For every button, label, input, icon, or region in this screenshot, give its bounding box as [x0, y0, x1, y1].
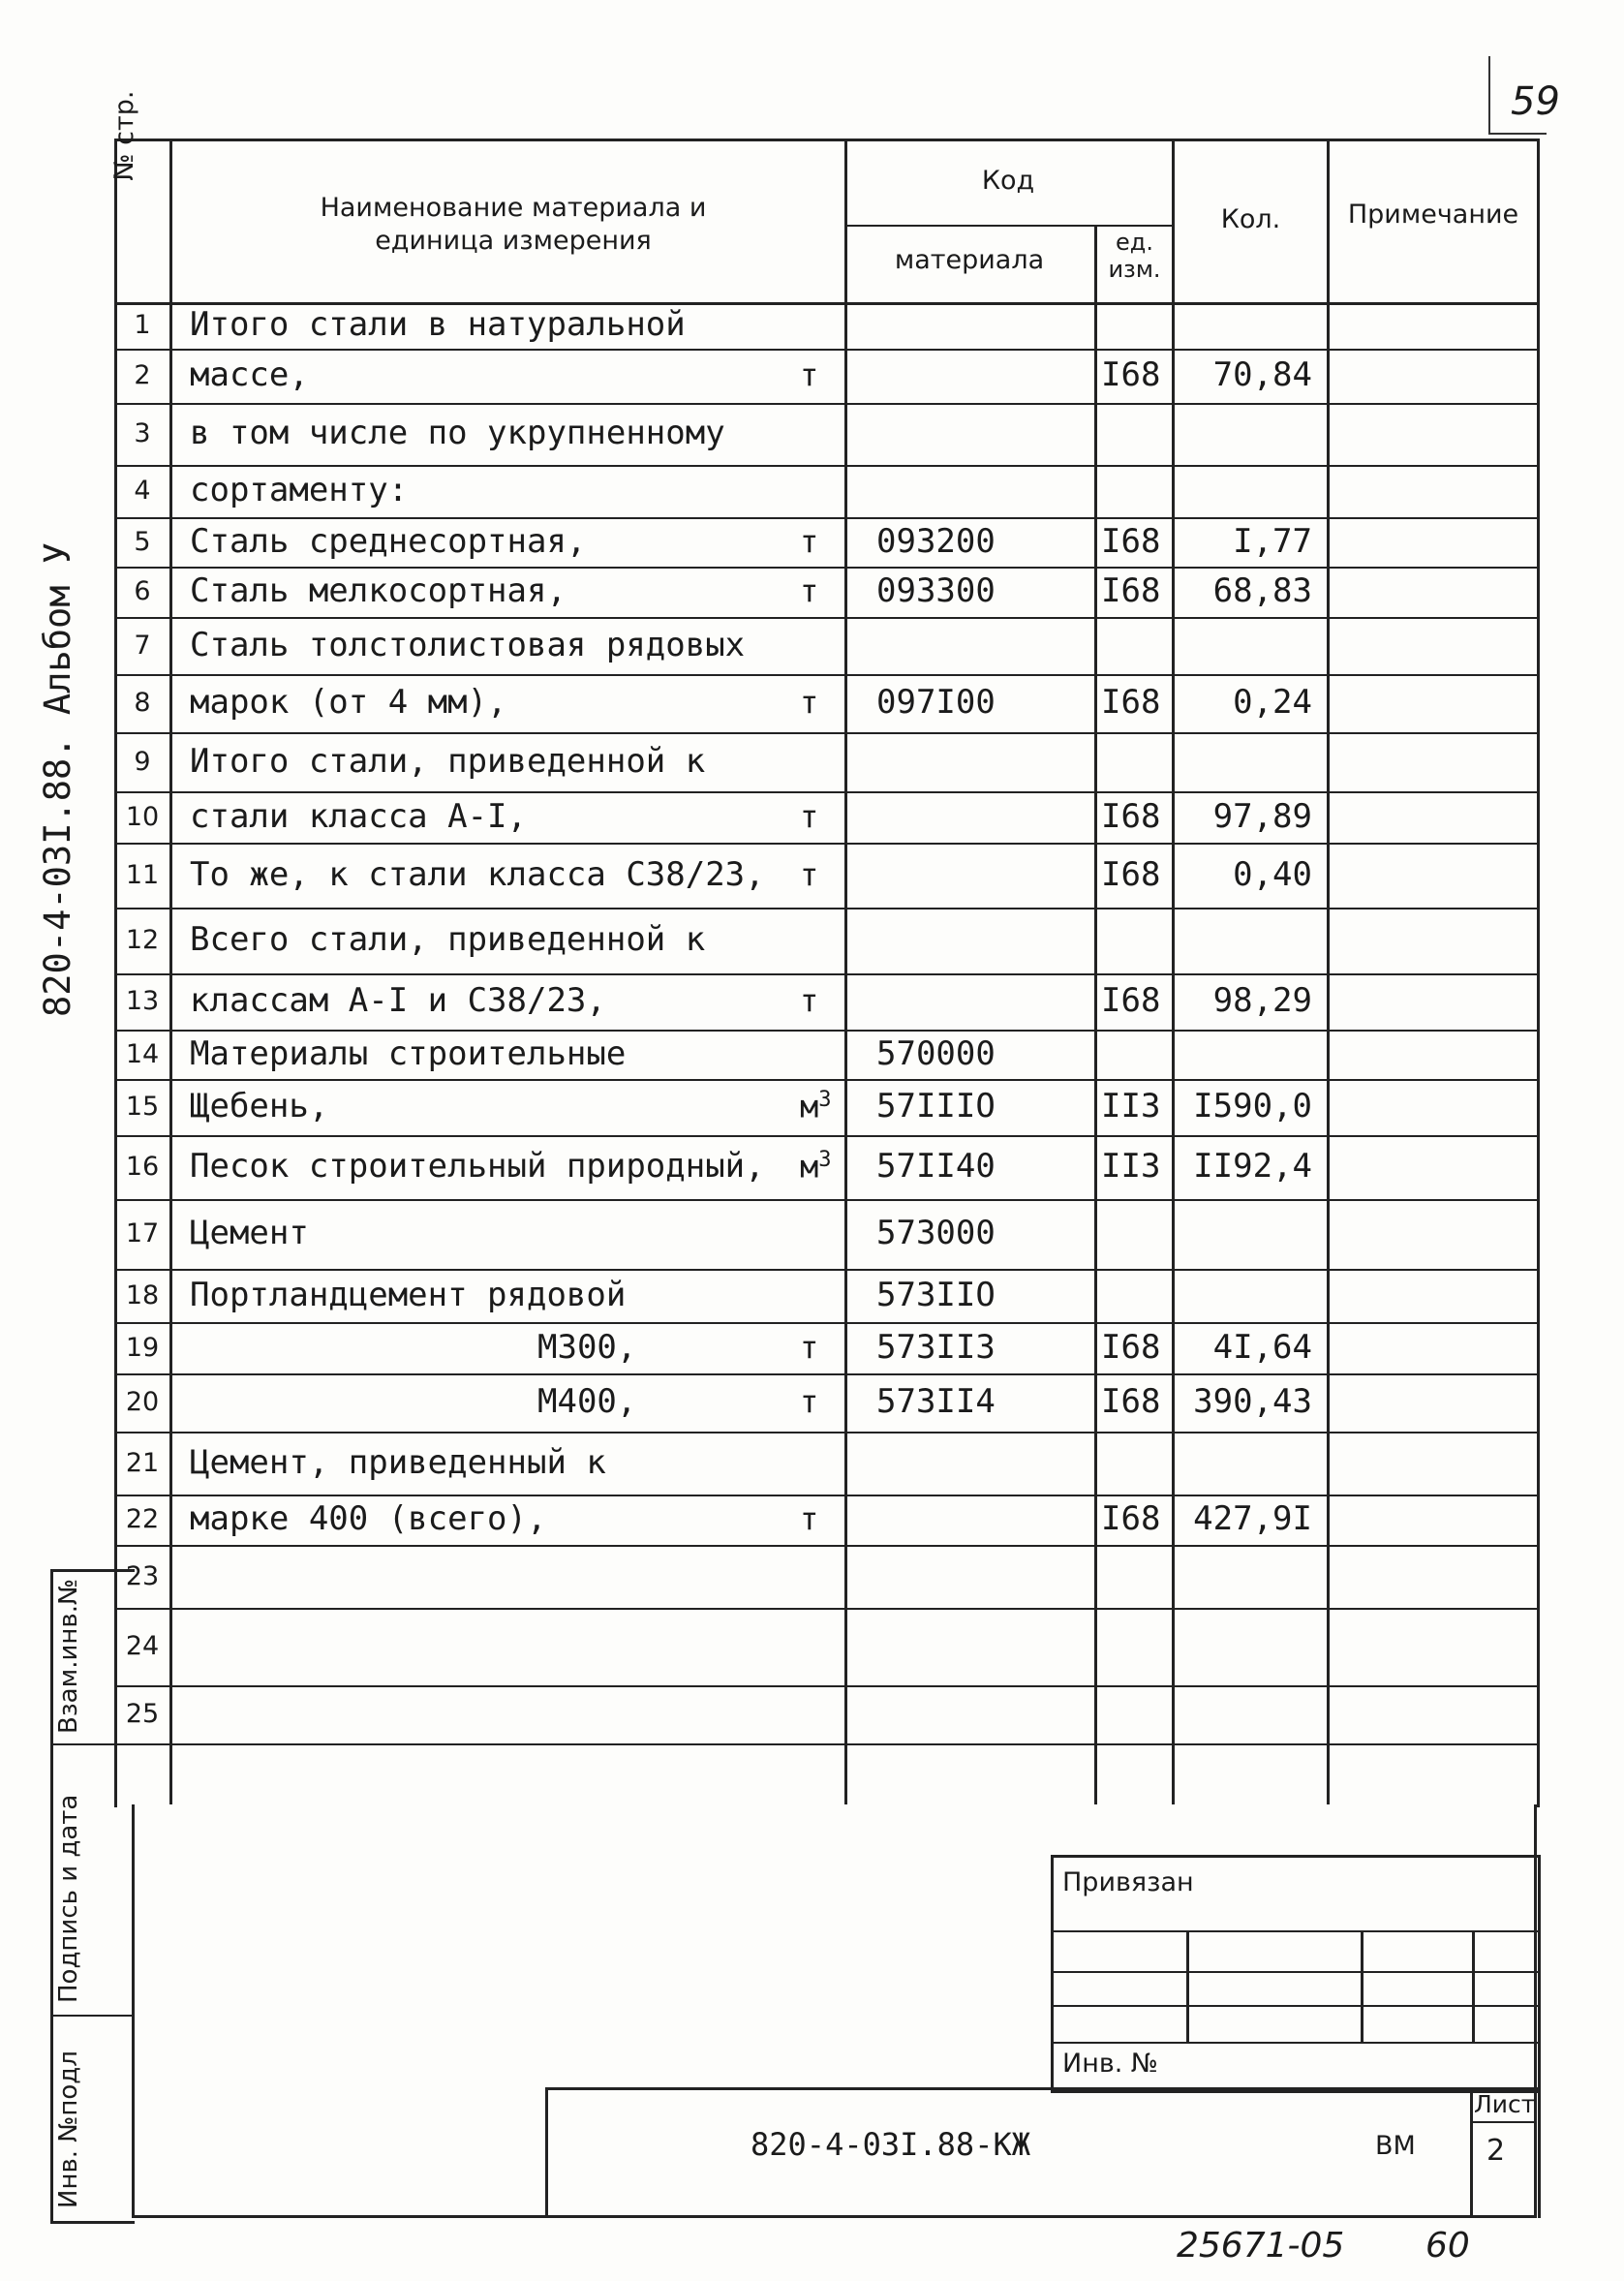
doc-code: 820-4-03I.88-КЖ — [751, 2126, 1030, 2163]
row-separator — [114, 791, 1538, 793]
row-separator — [114, 1079, 1538, 1081]
unit-code: I68 — [1101, 796, 1161, 836]
title-sheet-hline — [1470, 2121, 1535, 2123]
material-name: М400, — [537, 1382, 637, 1421]
material-code: 097I00 — [876, 683, 996, 722]
material-name: Цемент — [190, 1214, 309, 1252]
unit-code: I68 — [1101, 521, 1161, 561]
quantity: I,77 — [1233, 521, 1312, 561]
row-number: 24 — [125, 1631, 160, 1661]
header-code-unit: ед. изм. — [1108, 229, 1161, 283]
quantity: I590,0 — [1193, 1087, 1312, 1125]
material-name: марке 400 (всего), — [190, 1499, 547, 1538]
material-name: То же, к стали класса С38/23, — [190, 854, 765, 894]
quantity: II92,4 — [1193, 1147, 1312, 1186]
row-separator — [114, 1685, 1538, 1687]
material-name: в том числе по укрупненному — [190, 414, 725, 452]
unit-code: II3 — [1101, 1147, 1161, 1186]
quantity: 68,83 — [1212, 571, 1312, 610]
material-name: Итого стали, приведенной к — [190, 741, 706, 781]
row-number: 5 — [134, 526, 151, 557]
row-separator — [114, 1322, 1538, 1324]
privyazan-line-2 — [1051, 1971, 1538, 1973]
row-number: 21 — [125, 1447, 160, 1478]
row-separator — [114, 843, 1538, 845]
material-name: Портландцемент рядовой — [190, 1275, 627, 1314]
row-number: 11 — [125, 859, 160, 890]
unit-of-measure: т — [800, 1383, 819, 1420]
privyazan-col-1 — [1186, 1930, 1189, 2042]
privyazan-line-3 — [1051, 2005, 1538, 2007]
quantity: 427,9I — [1193, 1499, 1312, 1538]
sheet-number: 2 — [1486, 2134, 1506, 2168]
row-number: 4 — [134, 476, 151, 506]
unit-of-measure: т — [800, 855, 819, 893]
unit-code: I68 — [1101, 854, 1161, 894]
unit-of-measure: т — [800, 1500, 819, 1537]
stamp-split-1 — [50, 1743, 132, 1745]
side-album-label: 820-4-03I.88. Альбом У — [37, 541, 78, 1017]
material-code: 573II3 — [876, 1327, 996, 1367]
quantity: 97,89 — [1212, 796, 1312, 836]
material-name: марок (от 4 мм), — [190, 683, 507, 722]
row-separator — [114, 1743, 1538, 1745]
row-number: 1 — [134, 310, 151, 340]
row-number: 25 — [125, 1699, 160, 1729]
row-separator — [114, 349, 1538, 351]
material-name: Сталь толстолистовая рядовых — [190, 625, 746, 664]
quantity: 0,40 — [1233, 854, 1312, 894]
material-name: стали класса А-I, — [190, 796, 527, 836]
material-code: 573000 — [876, 1214, 996, 1252]
material-code: 570000 — [876, 1033, 996, 1073]
header-name: Наименование материала и единица измерения — [320, 193, 707, 256]
privyazan-line-4 — [1051, 2042, 1538, 2044]
row-number: 17 — [125, 1218, 160, 1248]
unit-code: I68 — [1101, 355, 1161, 394]
row-separator — [114, 1269, 1538, 1271]
page-number: 59 — [1511, 79, 1560, 124]
material-code: 093300 — [876, 571, 996, 610]
header-row-no: № стр. — [109, 90, 139, 181]
material-code: 573II4 — [876, 1382, 996, 1421]
quantity: 70,84 — [1212, 355, 1312, 394]
quantity: 98,29 — [1212, 981, 1312, 1020]
bottom-archive-number: 25671-05 — [1177, 2226, 1345, 2266]
row-separator — [114, 403, 1538, 405]
row-number: 3 — [134, 418, 151, 448]
row-number: 10 — [125, 801, 160, 832]
row-number: 7 — [134, 630, 151, 661]
unit-code: I68 — [1101, 683, 1161, 722]
header-code: Код — [981, 166, 1035, 196]
header-code-material: материала — [894, 245, 1045, 275]
row-separator — [114, 1432, 1538, 1433]
material-name: Цемент, приведенный к — [190, 1442, 606, 1482]
row-number: 2 — [134, 360, 151, 390]
row-number: 18 — [125, 1279, 160, 1310]
row-number: 13 — [125, 986, 160, 1016]
header-code-split — [844, 225, 1172, 227]
material-name: сортаменту: — [190, 471, 409, 509]
col-line-material — [1094, 225, 1097, 1804]
quantity: 390,43 — [1193, 1382, 1312, 1421]
row-separator — [114, 517, 1538, 519]
row-number: 9 — [134, 746, 151, 777]
quantity: 4I,64 — [1212, 1327, 1312, 1367]
stamp-split-2 — [50, 2015, 132, 2017]
privyazan-col-2 — [1361, 1930, 1364, 2042]
row-number: 20 — [125, 1387, 160, 1417]
row-separator — [114, 674, 1538, 676]
unit-of-measure: т — [800, 572, 819, 609]
unit-of-measure: т — [800, 797, 819, 835]
unit-of-measure: $м^3$ — [800, 1148, 832, 1186]
doc-mark: ВМ — [1375, 2131, 1416, 2161]
unit-of-measure: т — [800, 982, 819, 1019]
material-name: М300, — [537, 1327, 637, 1367]
privyazan-label: Привязан — [1062, 1867, 1194, 1897]
quantity: 0,24 — [1233, 683, 1312, 722]
row-number: 23 — [125, 1560, 160, 1591]
row-separator — [114, 1199, 1538, 1201]
unit-code: I68 — [1101, 571, 1161, 610]
material-name: Щебень, — [190, 1087, 329, 1125]
stamp-vzam: Взам.инв.№ — [54, 1579, 83, 1734]
row-separator — [114, 1608, 1538, 1610]
unit-of-measure: т — [800, 356, 819, 393]
material-name: Песок строительный природный, — [190, 1147, 765, 1186]
row-separator — [114, 908, 1538, 909]
col-line-unit — [1172, 139, 1175, 1804]
material-name: Сталь мелкосортная, — [190, 571, 567, 610]
title-sheet-split — [1470, 2087, 1473, 2215]
row-separator — [114, 1545, 1538, 1547]
material-code: 573IIO — [876, 1275, 996, 1314]
row-number: 8 — [134, 688, 151, 718]
row-separator — [114, 617, 1538, 619]
unit-code: I68 — [1101, 1382, 1161, 1421]
unit-of-measure: т — [800, 522, 819, 560]
material-code: 093200 — [876, 521, 996, 561]
unit-of-measure: $м^3$ — [800, 1088, 832, 1125]
corner-line — [1488, 133, 1547, 135]
row-separator — [114, 1373, 1538, 1375]
row-separator — [114, 1030, 1538, 1032]
row-separator — [114, 465, 1538, 467]
row-number: 16 — [125, 1152, 160, 1182]
stamp-inv-podl: Инв. №подл — [54, 2050, 83, 2208]
material-name: Всего стали, приведенной к — [190, 920, 706, 959]
row-separator — [114, 732, 1538, 734]
material-name: Материалы строительные — [190, 1033, 627, 1073]
unit-code: I68 — [1101, 1327, 1161, 1367]
row-number: 6 — [134, 576, 151, 606]
row-separator — [114, 567, 1538, 569]
col-line-name — [844, 139, 847, 1804]
row-number: 22 — [125, 1504, 160, 1534]
row-separator — [114, 1495, 1538, 1496]
material-name: массе, — [190, 355, 309, 394]
row-number: 14 — [125, 1038, 160, 1069]
corner-bracket — [1488, 56, 1490, 134]
unit-of-measure: т — [800, 1328, 819, 1366]
privyazan-line-1 — [1051, 1930, 1538, 1932]
col-line-qty — [1327, 139, 1330, 1804]
header-qty: Кол. — [1220, 204, 1281, 234]
unit-of-measure: т — [800, 684, 819, 721]
material-name: классам А-I и С38/23, — [190, 981, 606, 1020]
row-separator — [114, 973, 1538, 975]
stamp-podpis: Подпись и дата — [54, 1794, 83, 2003]
row-number: 15 — [125, 1092, 160, 1122]
privyazan-col-3 — [1472, 1930, 1475, 2042]
col-line-rowno — [169, 139, 172, 1804]
inv-no-label: Инв. № — [1062, 2049, 1159, 2079]
header-note: Примечание — [1347, 200, 1519, 230]
unit-code: II3 — [1101, 1087, 1161, 1125]
material-name: Сталь среднесортная, — [190, 521, 587, 561]
sheet-label: Лист — [1474, 2090, 1536, 2118]
unit-code: I68 — [1101, 981, 1161, 1020]
lower-left-line — [132, 1804, 135, 2218]
row-separator — [114, 1135, 1538, 1137]
unit-code: I68 — [1101, 1499, 1161, 1538]
material-name: Итого стали в натуральной — [190, 305, 686, 344]
material-code: 57IIIO — [876, 1087, 996, 1125]
row-number: 19 — [125, 1332, 160, 1363]
material-code: 57II40 — [876, 1147, 996, 1186]
row-number: 12 — [125, 925, 160, 955]
bottom-page-number: 60 — [1425, 2226, 1470, 2266]
